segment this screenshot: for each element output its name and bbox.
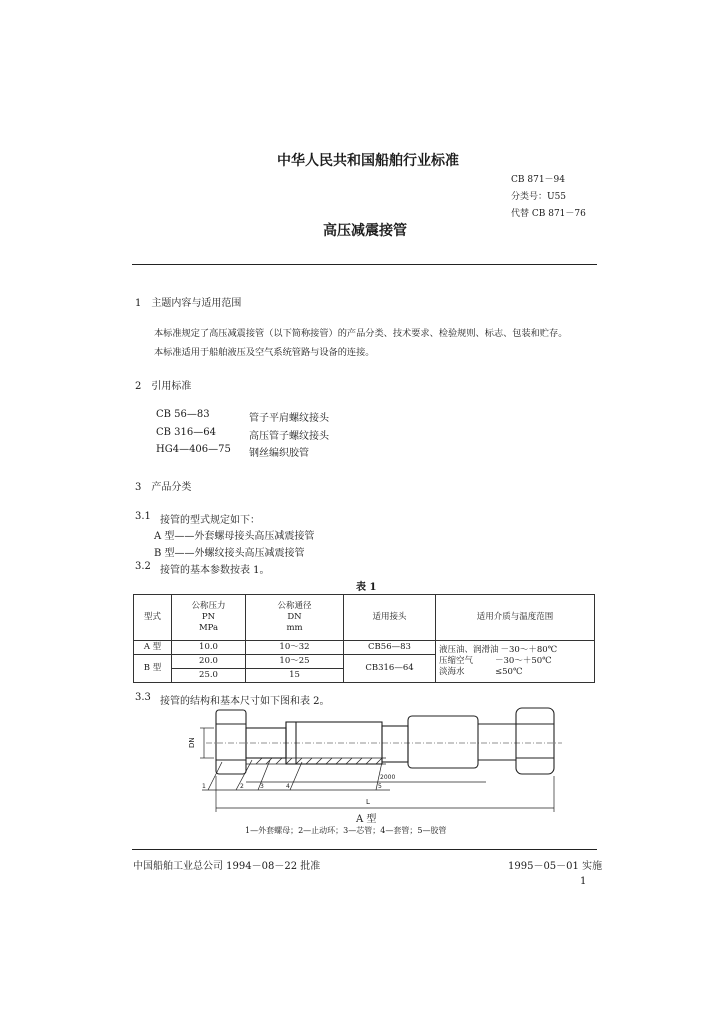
standard-code: CB 871－94	[511, 175, 565, 185]
header-joint: 适用接头	[344, 595, 436, 641]
header-pressure-line1: 公称压力	[191, 601, 226, 611]
cell-diameter: 10～25	[246, 655, 344, 669]
page-number: 1	[580, 876, 587, 887]
ref-title-3: 钢丝编织胶管	[249, 448, 309, 459]
callout-4: 4	[286, 783, 290, 790]
header-pressure	[172, 595, 246, 641]
section-3-1-number: 3.1	[135, 511, 151, 522]
medium-range-1: －30～＋80℃	[500, 645, 558, 655]
callout-2: 2	[240, 783, 244, 790]
cell-joint: CB56—83	[344, 641, 436, 655]
header-diameter-line3: mm	[286, 623, 303, 633]
header-diameter-line1: 公称通径	[277, 601, 312, 611]
ref-code-1: CB 56—83	[156, 409, 210, 420]
org-standard-title: 中华人民共和国船舶行业标准	[277, 153, 459, 169]
type-a-description: A 型——外套螺母接头高压减震接管	[154, 531, 315, 542]
section-3-1-text: 接管的型式规定如下：	[160, 515, 260, 526]
section-3-2-number: 3.2	[135, 561, 151, 572]
medium-line-1	[439, 645, 591, 656]
dimension-l-label: L	[366, 798, 370, 806]
table-row	[134, 641, 595, 655]
ref-title-2: 高压管子螺纹接头	[249, 431, 329, 442]
table-caption: 表 1	[356, 582, 377, 593]
ref-code-3: HG4—406—75	[156, 444, 231, 455]
parameters-table	[133, 594, 595, 683]
section-3-heading: 3 产品分类	[135, 482, 192, 493]
cell-diameter: 15	[246, 669, 344, 683]
cell-type-b: B 型	[134, 655, 172, 683]
header-type: 型式	[134, 595, 172, 641]
ref-code-2: CB 316—64	[156, 427, 216, 438]
section-1-paragraph-2: 本标准适用于船舶液压及空气系统管路与设备的连接。	[154, 347, 375, 358]
footer-effective-date: 1995－05－01 实施	[508, 861, 603, 872]
section-1-heading: 1 主题内容与适用范围	[135, 298, 242, 309]
header-diameter	[246, 595, 344, 641]
cell-pressure: 25.0	[172, 669, 246, 683]
footer-issuer: 中国船舶工业总公司 1994－08－22 批准	[133, 861, 321, 872]
table-header-row	[134, 595, 595, 641]
hose-body	[382, 716, 516, 768]
medium-range-3: ≤50℃	[495, 667, 523, 677]
ref-title-1: 管子平肩螺纹接头	[249, 413, 329, 424]
cell-type-a: A 型	[134, 641, 172, 655]
cell-pressure: 10.0	[172, 641, 246, 655]
document-title: 高压减震接管	[323, 223, 407, 239]
callout-3: 3	[260, 783, 264, 790]
section-3-3-number: 3.3	[135, 692, 151, 703]
cell-joint: CB316—64	[344, 655, 436, 683]
cell-diameter: 10～32	[246, 641, 344, 655]
header-diameter-line2: DN	[287, 612, 302, 622]
medium-name-1: 液压油、润滑油	[439, 645, 499, 655]
section-1-paragraph-1: 本标准规定了高压减震接管（以下简称接管）的产品分类、技术要求、检验规则、标志、包装和贮存。	[154, 328, 568, 339]
dimension-dn-label: DN	[188, 737, 196, 748]
header-rule	[132, 264, 597, 265]
callout-5: 5	[378, 783, 382, 790]
type-b-description: B 型——外螺纹接头高压减震接管	[154, 548, 305, 559]
header-pressure-line2: PN	[201, 612, 216, 622]
section-3-2-text: 接管的基本参数按表 1。	[160, 565, 270, 576]
medium-line-2	[439, 656, 591, 667]
medium-name-2: 压缩空气	[439, 656, 474, 666]
category-number: 分类号：U55	[511, 192, 567, 202]
hose-section-hatching	[246, 758, 386, 764]
medium-name-3: 淡海水	[439, 667, 465, 677]
section-2-heading: 2 引用标准	[135, 381, 192, 392]
figure-caption: 1—外套螺母；2—止动环；3—芯管；4—套管；5—胶管	[245, 826, 447, 835]
medium-range-2: －30～＋50℃	[495, 656, 552, 666]
dimension-2000-label: 2000	[380, 774, 396, 781]
figure-label: A 型	[356, 814, 377, 825]
hose-assembly-drawing	[186, 700, 566, 822]
callout-1: 1	[202, 783, 206, 790]
dimension-l	[216, 776, 554, 812]
replaces-standard: 代替 CB 871－76	[511, 209, 586, 219]
footer-rule	[132, 849, 597, 850]
header-medium: 适用介质与温度范围	[436, 595, 595, 641]
header-pressure-line3: MPa	[198, 623, 219, 633]
section-3-3-text: 接管的结构和基本尺寸如下图和表 2。	[160, 696, 330, 707]
medium-line-3	[439, 667, 591, 678]
cell-media	[436, 641, 595, 683]
outer-nut-right	[516, 708, 554, 774]
cell-pressure: 20.0	[172, 655, 246, 669]
